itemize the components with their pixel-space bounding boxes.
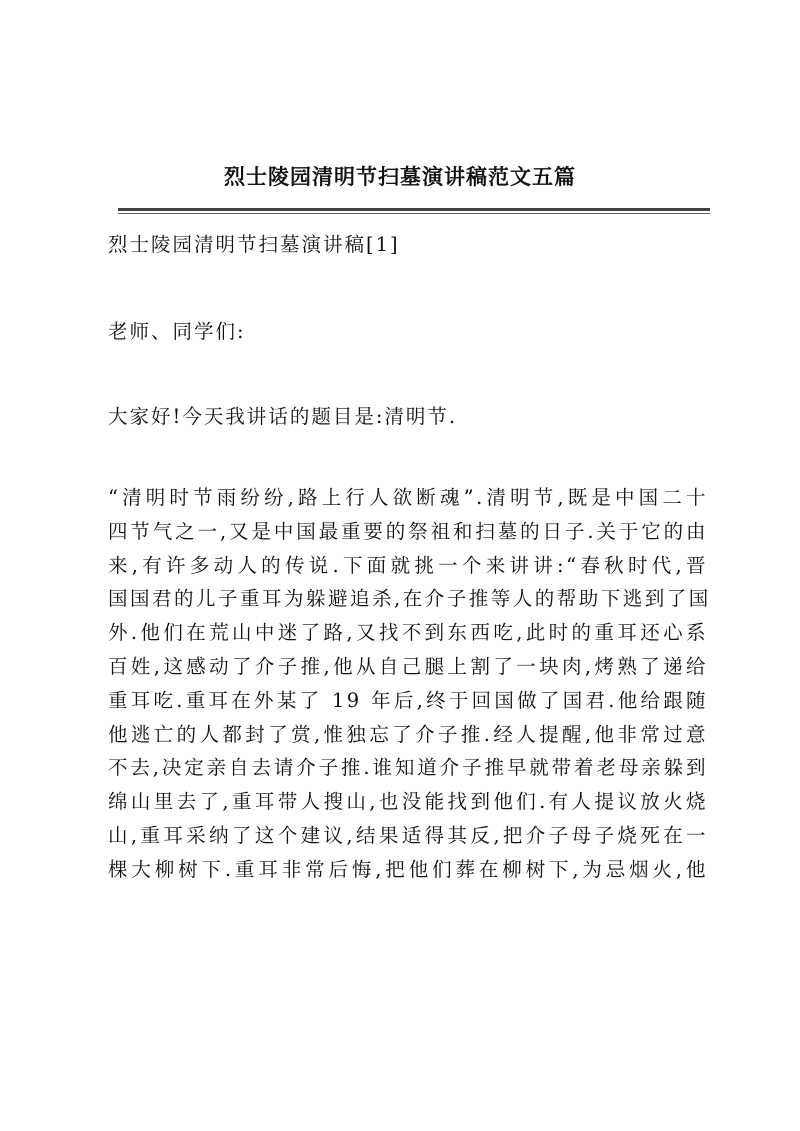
body-line: 来,有许多动人的传说.下面就挑一个来讲讲:“春秋时代,晋 bbox=[108, 553, 708, 577]
body-line: 不去,决定亲自去请介子推.谁知道介子推早就带着老母亲躲到 bbox=[108, 756, 708, 780]
body-line: 百姓,这感动了介子推,他从自己腿上割了一块肉,烤熟了递给 bbox=[108, 654, 708, 678]
body-line: 重耳吃.重耳在外某了 19 年后,终于回国做了国君.他给跟随 bbox=[108, 688, 708, 712]
body-line: 外.他们在荒山中迷了路,又找不到东西吃,此时的重耳还心系 bbox=[108, 621, 708, 645]
body-line: 棵大柳树下.重耳非常后悔,把他们葬在柳树下,为忌烟火,他 bbox=[108, 857, 708, 881]
title-divider bbox=[118, 208, 710, 211]
body-line: 四节气之一,又是中国最重要的祭祖和扫墓的日子.关于它的由 bbox=[108, 519, 708, 543]
body-line: “清明时节雨纷纷,路上行人欲断魂”.清明节,既是中国二十 bbox=[108, 486, 708, 509]
section-heading: 烈士陵园清明节扫墓演讲稿[1] bbox=[108, 233, 400, 256]
body-line: 绵山里去了,重耳带人搜山,也没能找到他们.有人提议放火烧 bbox=[108, 790, 708, 814]
body-line: 国国君的儿子重耳为躲避追杀,在介子推等人的帮助下逃到了国 bbox=[108, 587, 711, 611]
greeting-paragraph: 老师、同学们: bbox=[108, 320, 246, 343]
title-divider-thin bbox=[118, 213, 710, 214]
body-line: 他逃亡的人都封了赏,惟独忘了介子推.经人提醒,他非常过意 bbox=[108, 722, 708, 746]
opening-paragraph: 大家好!今天我讲话的题目是:清明节. bbox=[108, 405, 458, 428]
document-title: 烈士陵园清明节扫墓演讲稿范文五篇 bbox=[224, 164, 576, 189]
body-paragraph bbox=[108, 481, 711, 887]
body-line: 山,重耳采纳了这个建议,结果适得其反,把介子母子烧死在一 bbox=[108, 823, 708, 847]
